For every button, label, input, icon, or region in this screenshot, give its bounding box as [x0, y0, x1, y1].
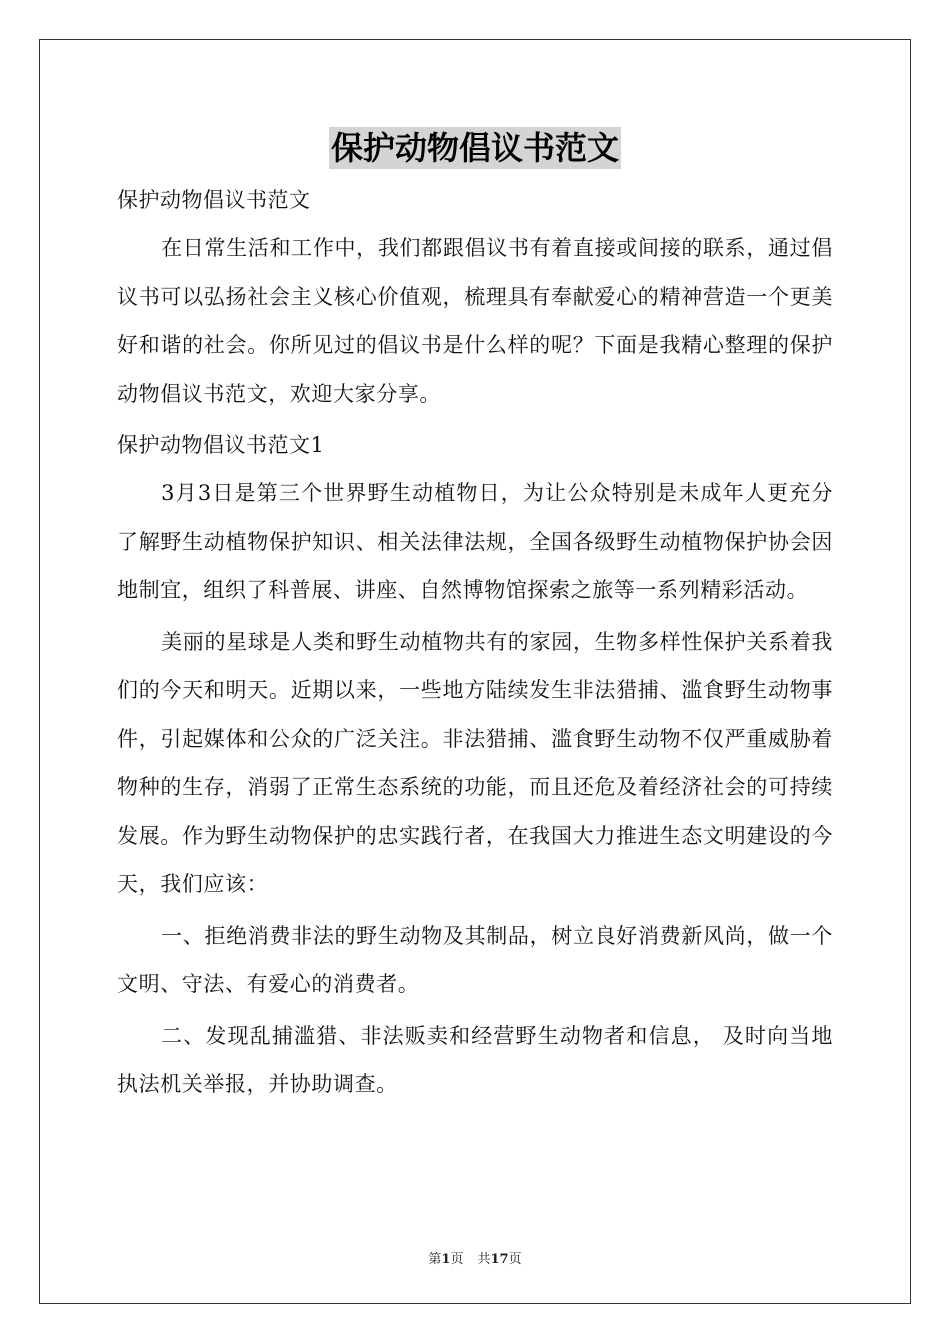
page-prefix: 第	[428, 1252, 442, 1267]
page-suffix: 页	[450, 1252, 464, 1267]
total-suffix: 页	[508, 1252, 522, 1267]
total-prefix: 共	[477, 1252, 491, 1267]
body-paragraph-3: 一、拒绝消费非法的野生动物及其制品，树立良好消费新风尚，做一个文明、守法、有爱心的消费者。	[117, 923, 833, 996]
page-footer	[0, 1248, 950, 1267]
intro-paragraph: 在日常生活和工作中，我们都跟倡议书有着直接或间接的联系，通过倡议书可以弘扬社会主义核心价值观，梳理具有奉献爱心的精神营造一个更美好和谐的社会。你所见过的倡议书是什么样的呢？下面是我精心整理的保护动物倡议书范文，欢迎大家分享。	[117, 236, 833, 406]
body-paragraph-1: 3月3日是第三个世界野生动植物日，为让公众特别是未成年人更充分了解野生动植物保护知识、相关法律法规，全国各级野生动植物保护协会因地制宜，组织了科普展、讲座、自然博物馆探索之旅等一系列精彩活动。	[117, 481, 833, 602]
total-pages-number: 17	[490, 1252, 509, 1267]
title-container	[0, 127, 950, 169]
current-page-number: 1	[441, 1252, 451, 1267]
body-paragraph-2: 美丽的星球是人类和野生动植物共有的家园，生物多样性保护关系着我们的今天和明天。近期以来，一些地方陆续发生非法猎捕、滥食野生动物事件，引起媒体和公众的广泛关注。非法猎捕、滥食野生动物不仅严重威胁着物种的生存，消弱了正常生态系统的功能，而且还危及着经济社会的可持续发展。作为野生动物保护的忠实践行者，在我国大力推进生态文明建设的今天，我们应该：	[117, 629, 833, 896]
section-heading: 保护动物倡议书范文1	[117, 433, 325, 457]
body-paragraph-4: 二、发现乱捕滥猎、非法贩卖和经营野生动物者和信息， 及时向当地执法机关举报，并协助调查。	[117, 1023, 833, 1096]
document-subtitle: 保护动物倡议书范文	[117, 188, 311, 212]
document-title: 保护动物倡议书范文	[330, 129, 619, 167]
document-body	[117, 176, 833, 1112]
